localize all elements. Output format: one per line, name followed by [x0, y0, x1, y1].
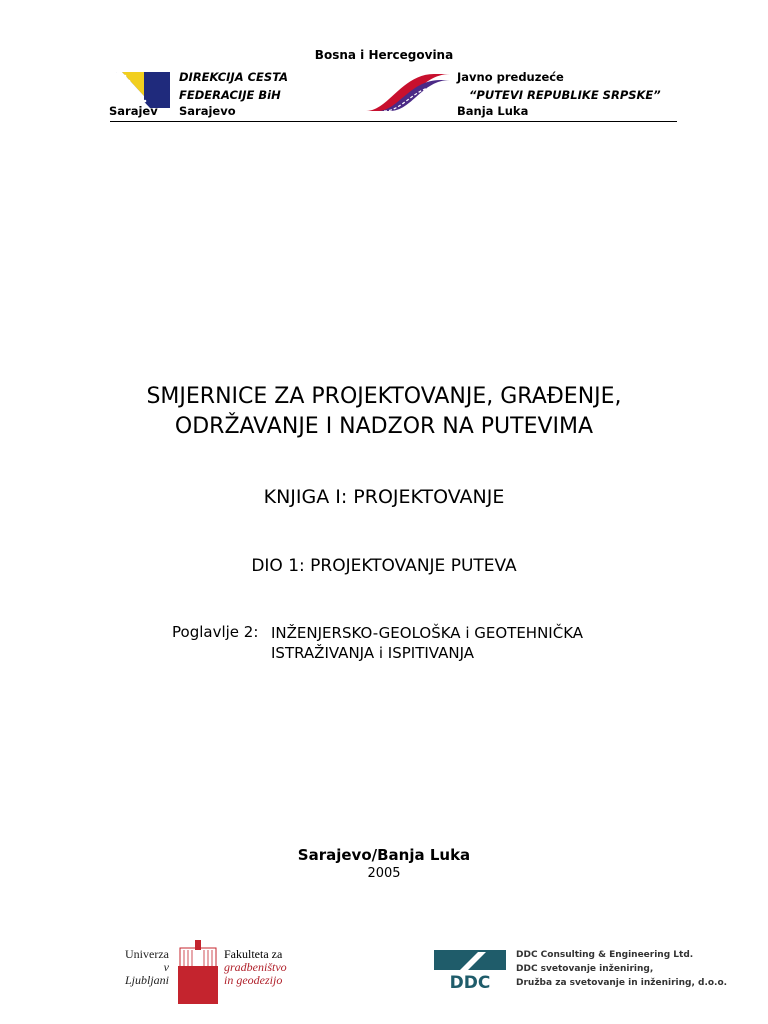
university-name	[119, 948, 169, 987]
publication-year: 2005	[367, 866, 401, 881]
university-line-2: v Ljubljani	[124, 960, 169, 987]
ddc-line-3: Družba za svetovanje in inženiring, d.o.o.	[516, 978, 728, 988]
right-org-city: Banja Luka	[457, 104, 529, 118]
faculty-name	[224, 948, 287, 987]
part-title: DIO 1: PROJEKTOVANJE PUTEVA	[251, 556, 517, 576]
title-line-2: ODRŽAVANJE I NADZOR NA PUTEVIMA	[174, 414, 594, 439]
ddc-logo-text: DDC	[449, 973, 491, 990]
document-title	[0, 382, 768, 442]
bih-logo	[116, 72, 170, 108]
ddc-line-1: DDC Consulting & Engineering Ltd.	[516, 950, 694, 960]
header-divider	[110, 121, 677, 122]
ddc-line-2: DDC svetovanje inženiring,	[516, 964, 654, 974]
right-org-line2: “PUTEVI REPUBLIKE SRPSKE”	[469, 88, 661, 102]
country-name: Bosna i Hercegovina	[314, 48, 454, 62]
ddc-logo	[434, 950, 506, 990]
title-line-1: SMJERNICE ZA PROJEKTOVANJE, GRAĐENJE,	[146, 384, 622, 409]
left-org-line2: FEDERACIJE BiH	[179, 88, 281, 102]
left-logo-caption: Sarajev	[109, 104, 158, 118]
putevi-rs-logo	[364, 72, 452, 112]
faculty-line-3: in geodezijo	[224, 973, 283, 987]
faculty-line-2: gradbeništvo	[224, 960, 287, 974]
right-org-line1: Javno preduzeće	[457, 70, 564, 84]
chapter-title	[271, 623, 583, 663]
publication-place: Sarajevo/Banja Luka	[297, 846, 471, 864]
left-org-line1: DIREKCIJA CESTA	[179, 70, 289, 84]
left-org-city: Sarajevo	[179, 104, 236, 118]
book-title: KNJIGA I: PROJEKTOVANJE	[263, 486, 505, 508]
chapter-line-1: INŽENJERSKO-GEOLOŠKA i GEOTEHNIČKA	[271, 624, 584, 642]
university-line-1: Univerza	[125, 947, 169, 961]
faculty-line-1: Fakulteta za	[224, 947, 283, 961]
chapter-line-2: ISTRAŽIVANJA i ISPITIVANJA	[271, 644, 474, 662]
ddc-company-text	[516, 948, 727, 990]
chapter-label: Poglavlje 2:	[172, 623, 259, 641]
faculty-building-logo	[178, 940, 218, 1004]
